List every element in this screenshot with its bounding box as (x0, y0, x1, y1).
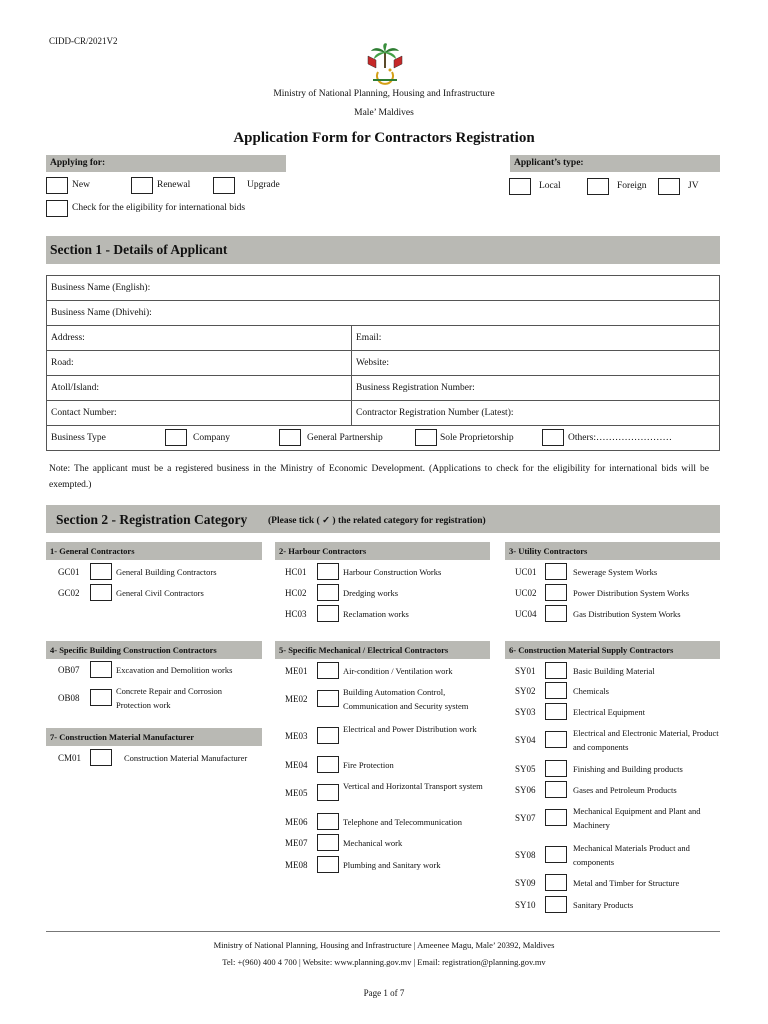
category-code: SY05 (515, 764, 536, 774)
page-number: Page 1 of 7 (363, 988, 405, 998)
label-others: Others:…………………… (568, 433, 672, 443)
category-label: Harbour Construction Works (343, 567, 442, 577)
category-label: Vertical and Horizontal Transport system (343, 781, 483, 791)
category-label: Dredging works (343, 588, 399, 598)
category-heading: 5- Specific Mechanical / Electrical Contractors (275, 641, 490, 659)
label-foreign: Foreign (617, 181, 647, 191)
checkbox-sy03[interactable] (545, 703, 567, 720)
checkbox-hc01[interactable] (317, 563, 339, 580)
category-label: Fire Protection (343, 760, 394, 770)
category-code: SY03 (515, 707, 536, 717)
checkbox-local[interactable] (509, 178, 531, 195)
category-label: Telephone and Telecommunication (343, 817, 463, 827)
section2-bar (46, 505, 720, 533)
category-code: SY08 (515, 850, 536, 860)
checkbox-me04[interactable] (317, 756, 339, 773)
field-address[interactable]: Address: (47, 326, 352, 351)
category-code: HC03 (285, 609, 307, 619)
category-code: UC01 (515, 567, 537, 577)
category-code: GC01 (58, 567, 80, 577)
category-heading: 6- Construction Material Supply Contractors (505, 641, 720, 659)
category-code: SY07 (515, 813, 536, 823)
category-code: ME01 (285, 666, 308, 676)
checkbox-general-partnership[interactable] (279, 429, 301, 446)
category-label: Power Distribution System Works (573, 588, 690, 598)
checkbox-new[interactable] (46, 177, 68, 194)
label-international: Check for the eligibility for international bids (72, 203, 246, 213)
category-code: ME04 (285, 760, 308, 770)
field-contact-number[interactable]: Contact Number: (47, 401, 352, 426)
category-code: ME08 (285, 860, 308, 870)
category-label: Sewerage System Works (573, 567, 658, 577)
label-renewal: Renewal (157, 180, 191, 190)
checkbox-sy02[interactable] (545, 682, 567, 699)
category-code: SY04 (515, 735, 536, 745)
checkbox-upgrade[interactable] (213, 177, 235, 194)
category-label: Excavation and Demolition works (116, 665, 233, 675)
label-new: New (72, 180, 90, 190)
applying-for-heading: Applying for: (46, 155, 286, 172)
field-business-name-english[interactable]: Business Name (English): (47, 276, 720, 301)
checkbox-ob07[interactable] (90, 661, 112, 678)
category-code: HC01 (285, 567, 307, 577)
checkbox-me08[interactable] (317, 856, 339, 873)
category-code: UC04 (515, 609, 537, 619)
category-label: Gas Distribution System Works (573, 609, 681, 619)
category-code: SY09 (515, 878, 536, 888)
category-label: General Civil Contractors (116, 588, 204, 598)
category-code: ME02 (285, 694, 308, 704)
checkbox-sy09[interactable] (545, 874, 567, 891)
category-code: SY02 (515, 686, 536, 696)
national-emblem-icon (363, 42, 407, 86)
section2-subtitle: (Please tick ( ✓ ) the related category for registration) (268, 516, 486, 526)
category-code: ME03 (285, 731, 308, 741)
checkbox-ob08[interactable] (90, 689, 112, 706)
checkbox-sy05[interactable] (545, 760, 567, 777)
category-code: ME06 (285, 817, 308, 827)
label-general-partnership: General Partnership (307, 433, 383, 443)
checkbox-sy10[interactable] (545, 896, 567, 913)
category-code: SY10 (515, 900, 536, 910)
category-code: HC02 (285, 588, 307, 598)
category-label: Metal and Timber for Structure (573, 878, 680, 888)
checkbox-renewal[interactable] (131, 177, 153, 194)
category-label: Electrical and Power Distribution work (343, 724, 477, 734)
checkbox-hc03[interactable] (317, 605, 339, 622)
category-label: Gases and Petroleum Products (573, 785, 677, 795)
label-business-type: Business Type (51, 433, 106, 443)
category-code: UC02 (515, 588, 537, 598)
checkbox-company[interactable] (165, 429, 187, 446)
checkbox-sy07[interactable] (545, 809, 567, 826)
checkbox-me02[interactable] (317, 690, 339, 707)
field-business-registration-number[interactable]: Business Registration Number: (352, 376, 720, 401)
checkbox-foreign[interactable] (587, 178, 609, 195)
category-code: OB07 (58, 665, 80, 675)
category-code: CM01 (58, 753, 82, 763)
category-label: Concrete Repair and Corrosion Protection work (116, 686, 222, 710)
ministry-name: Ministry of National Planning, Housing and Infrastructure (273, 89, 495, 99)
category-code: SY01 (515, 666, 536, 676)
category-heading: 1- General Contractors (46, 542, 262, 560)
category-label: Mechanical work (343, 838, 403, 848)
checkbox-jv[interactable] (658, 178, 680, 195)
section1-note: Note: The applicant must be a registered business in the Ministry of Economic Development. (Applications to check for the eligibility for international bids will be exempted.) (49, 464, 709, 490)
section1-bar (46, 236, 720, 264)
section1-title: Section 1 - Details of Applicant (50, 242, 228, 257)
form-title: Application Form for Contractors Registration (233, 130, 535, 146)
footer-divider (46, 931, 720, 932)
category-code: ME07 (285, 838, 308, 848)
category-code: OB08 (58, 693, 80, 703)
label-sole-proprietorship: Sole Proprietorship (440, 433, 514, 443)
label-local: Local (539, 181, 561, 191)
category-code: SY06 (515, 785, 536, 795)
checkbox-sole-proprietorship[interactable] (415, 429, 437, 446)
label-upgrade: Upgrade (247, 180, 280, 190)
category-label: Mechanical Equipment and Plant and Machinery (573, 806, 701, 830)
section2-title: Section 2 - Registration Category (56, 512, 248, 527)
field-contractor-registration-number[interactable]: Contractor Registration Number (Latest): (352, 401, 720, 426)
field-website[interactable]: Website: (352, 351, 720, 376)
field-email[interactable]: Email: (352, 326, 720, 351)
footer-contact: Tel: +(960) 400 4 700 | Website: www.planning.gov.mv | Email: registration@planning.gov.mv (222, 957, 546, 967)
checkbox-uc04[interactable] (545, 605, 567, 622)
category-label: Reclamation works (343, 609, 409, 619)
category-label: Electrical Equipment (573, 707, 645, 717)
checkbox-sy04[interactable] (545, 731, 567, 748)
category-heading: 3- Utility Contractors (505, 542, 720, 560)
category-heading: 2- Harbour Contractors (275, 542, 490, 560)
checkbox-others[interactable] (542, 429, 564, 446)
checkbox-cm01[interactable] (90, 749, 112, 766)
checkbox-sy01[interactable] (545, 662, 567, 679)
applicant-type-heading: Applicant’s type: (510, 155, 720, 172)
category-heading: 7- Construction Material Manufacturer (46, 728, 262, 746)
checkbox-gc02[interactable] (90, 584, 112, 601)
document-id: CIDD-CR/2021V2 (49, 36, 118, 46)
category-label: Chemicals (573, 686, 609, 696)
checkbox-me03[interactable] (317, 727, 339, 744)
category-heading: 4- Specific Building Construction Contractors (46, 641, 262, 659)
category-label: Air-condition / Ventilation work (343, 666, 453, 676)
checkbox-sy08[interactable] (545, 846, 567, 863)
category-label: Mechanical Materials Product and components (573, 843, 690, 867)
checkbox-uc01[interactable] (545, 563, 567, 580)
category-label: Sanitary Products (573, 900, 634, 910)
category-label: Construction Material Manufacturer (124, 753, 248, 763)
applicant-details-table (46, 275, 720, 451)
checkbox-hc02[interactable] (317, 584, 339, 601)
field-atoll-island[interactable]: Atoll/Island: (47, 376, 352, 401)
category-code: ME05 (285, 788, 308, 798)
footer-address: Ministry of National Planning, Housing and Infrastructure | Ameenee Magu, Male’ 20392, Maldives (213, 940, 555, 950)
checkbox-sy06[interactable] (545, 781, 567, 798)
checkbox-me06[interactable] (317, 813, 339, 830)
business-type-row (47, 426, 720, 451)
checkbox-me07[interactable] (317, 834, 339, 851)
label-jv: JV (688, 181, 699, 191)
category-label: General Building Contractors (116, 567, 217, 577)
checkbox-me01[interactable] (317, 662, 339, 679)
checkbox-gc01[interactable] (90, 563, 112, 580)
category-code: GC02 (58, 588, 80, 598)
field-road[interactable]: Road: (47, 351, 352, 376)
field-business-name-dhivehi[interactable]: Business Name (Dhivehi): (47, 301, 720, 326)
category-label: Building Automation Control, Communication and Security system (343, 687, 469, 711)
checkbox-me05[interactable] (317, 784, 339, 801)
ministry-city: Male’ Maldives (354, 108, 414, 118)
category-label: Electrical and Electronic Material, Product and components (573, 728, 719, 752)
category-label: Basic Building Material (573, 666, 655, 676)
label-company: Company (193, 433, 230, 443)
checkbox-international[interactable] (46, 200, 68, 217)
category-label: Finishing and Building products (573, 764, 683, 774)
checkbox-uc02[interactable] (545, 584, 567, 601)
category-label: Plumbing and Sanitary work (343, 860, 441, 870)
